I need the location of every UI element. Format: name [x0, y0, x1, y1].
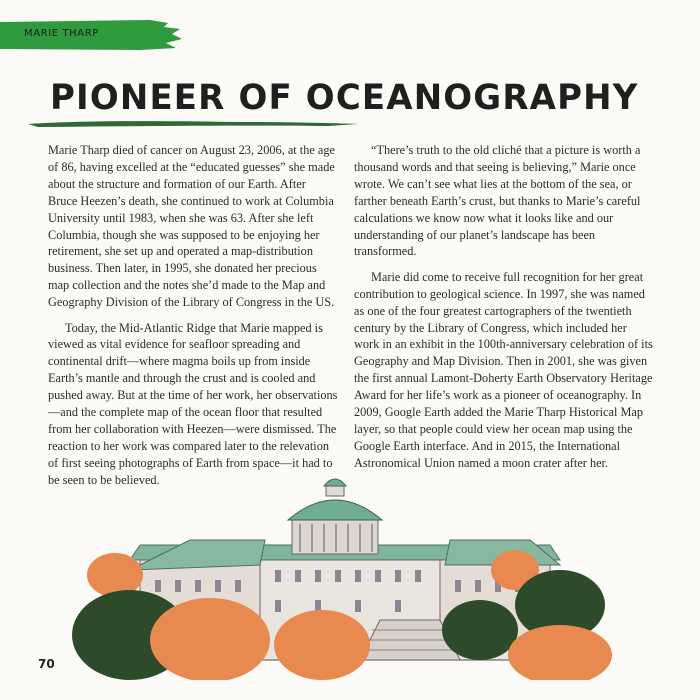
- right-column: [354, 142, 654, 480]
- section-label: MARIE THARP: [24, 28, 99, 39]
- paragraph: Marie did come to receive full recognition for her great contribution to geological science. In 1997, she was named as one of the four greatest cartographers of the twentieth century by the Library of Congress, which included her work in an exhibit in the 100th-anniversary celebration of its Geography and Map Division. Then in 2001, she was given the first annual Lamont-Doherty Earth Observatory Heritage Award for her life’s work as a pioneer of oceanography. In 2009, Google Earth added the Marie Tharp Historical Map layer, so that people could view her ocean map using the Google Earth interface. And in 2015, the International Astronomical Union named a moon crater after her.: [354, 269, 653, 470]
- section-banner: [0, 20, 180, 50]
- page-number: 70: [38, 657, 55, 671]
- paragraph: Marie Tharp died of cancer on August 23, 2006, at the age of 86, having excelled at the “educated guesses” she made about the structure and formation of our Earth. After Bruce Heezen’s death, she continued to work at Columbia University until 1983, when she was 63. After she left Columbia, though she was supposed to be enjoying her retirement, she set up and operated a map-distribution business. Then later, in 1995, she donated her precious map collection and the notes she’d made to the Map and Geography Division of the Library of Congress in the US.: [48, 143, 335, 310]
- left-column: [48, 142, 338, 497]
- title-underline-stroke: [28, 118, 358, 128]
- paragraph: Today, the Mid-Atlantic Ridge that Marie mapped is viewed as vital evidence for seafloor spreading and continental drift—where magma boils up from inside Earth’s mantle and through the crust and is cooled and pushed away. But at the time of her work, her observations—and the complete map of the ocean floor that resulted from her collaboration with Heezen—were dismissed. The reaction to her work was compared later to the relevation of first seeing photographs of Earth from space—it had to be seen to be believed.: [48, 320, 338, 487]
- library-of-congress-illustration: [60, 470, 620, 680]
- paragraph: “There’s truth to the old cliché that a picture is worth a thousand words and that seeing is believing,” Marie once wrote. We can’t see what lies at the bottom of the sea, or farther beneath Earth’s crust, but thanks to Marie’s careful calculations we know now what it looks like and our understanding of our planet’s landscape has been transformed.: [354, 143, 641, 259]
- page-title: PIONEER OF OCEANOGRAPHY: [50, 78, 639, 118]
